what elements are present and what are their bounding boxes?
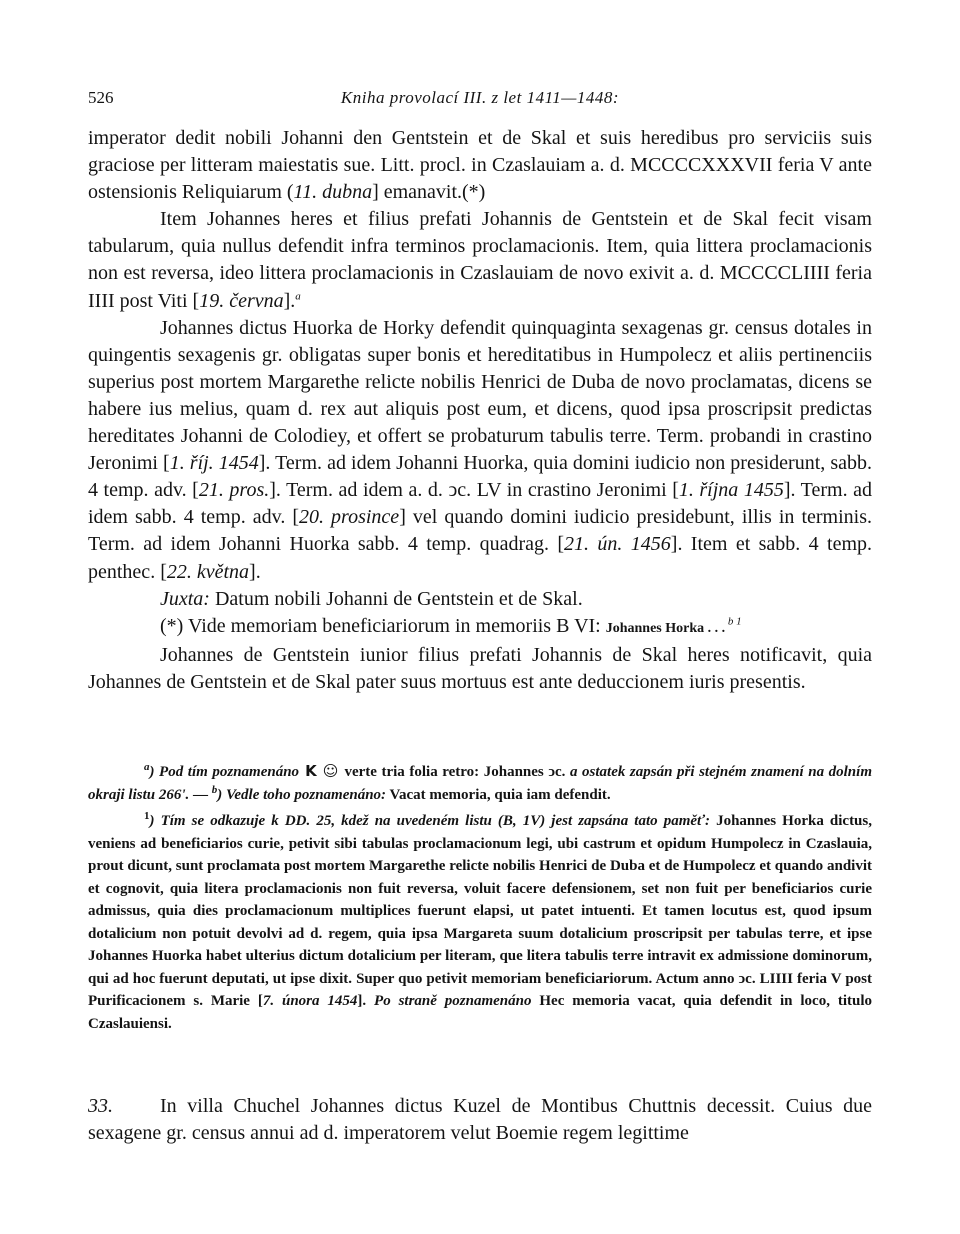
paragraph-vide-memoriam [88,613,872,642]
entry-33 [88,1093,872,1147]
paragraph-juxta [88,586,872,613]
italic-run: Po straně poznamenáno [374,993,532,1009]
date-note: 21. ún. 1456 [564,533,671,556]
date-note: 1. října 1455 [678,479,784,502]
footnote-1 [88,810,872,1035]
text-run: ]. Item et sabb. 4 temp. penthec. [ [88,533,873,583]
entry-33-text [88,1093,872,1147]
date-note: 19. června [199,289,284,312]
text-run: Johannes dictus Huorka de Horky defendit quinquaginta sexagenas gr. census dotales in quingentis sexagenis gr. obligatas super bonis et hereditatibus in Humpolecz et aliis pertinenciis superius post mortem Margarethe relicte nobilis Henrici de Duba de novo proclamatas, dicens se habere ius melius, quam d. rex aut aliquis post eum, et dicens, quod ipsa proscripsit predictas hereditates Johanni de Colodiey, et offert se probaturum tabulis terre. Term. probandi in crastino Jeronimi [ [88,316,872,475]
header-title: Kniha provolací III. z let 1411—1448: [340,88,620,107]
date-note: 20. prosince [299,506,400,529]
date-note: 22. května [166,560,250,583]
text-run: imperator dedit nobili Johanni den Gentstein et de Skal et suis heredibus pro serviciis suis graciose per litteram maiestatis sue. Litt. procl. in Czaslauiam a. d. MCCCCXXXVII feria V ante ostensionis Reliquiarum ( [88,127,872,204]
italic-run: ) Vedle toho poznamenáno: [217,786,387,803]
text-run: Johannes Horka dictus, veniens ad beneficiarios curie, petivit sibi tabulas proclamacionum legi, ubi castrum et opidum Humpolecz in Czaslauia, prout dicunt, sunt proclamata post mortem Margarethe relicte nobilis Henrici de Duba et de Humpolecz et quando andivit et cognovit, quia litera proclamacionis non fuit reversa, voluit facere defensionem, set non fuit per beneficiarios curie admissus, quia dies proclamacionum multiplices fuerunt elapsi, ut patet intuenti. Et tamen locutus est, quod ipsum dotalicium non potuit devolvi ad d. regem, quia ipsa Margareta suum dotalicium proscripsit per tabulas terre, et ipse Johannes Huorka habet ulterius dictum dotalicium per literam, que litera tabulis terre intravit ex admissione dominorum, qui ad hoc fuerunt deputati, ut ipse dixit. Super quo petivit memoriam beneficiariorum. Actum anno ↄc. LIIII feria V post Purificacionem s. Marie [ [88,813,872,1009]
paragraph-huorka-defense [88,315,872,586]
text-run: ]. [357,993,375,1009]
small-text: Johannes Horka . . . [605,620,726,636]
text-run: Vacat memoria, quia iam defendit. [386,786,611,803]
paragraph-visam-tabularum [88,206,872,314]
date-note: 7. února 1454 [262,993,358,1009]
italic-run: a ostatek zapsán při stejném znamení na dolním okraji listu 266'. [88,764,872,803]
text-run: Hec memoria vacat, quia defendit in loco, titulo Czaslauiensi. [88,993,873,1032]
text-run: ] vel quando domini iudicio presidebunt, illis in terminis. Term. ad idem Johanni Huorka sabb. 4 temp. quadrag. [ [88,506,872,556]
footnote-a [88,760,872,806]
juxta-label: Juxta: [160,587,210,610]
page-number: 526 [88,88,114,107]
paragraph-notification [88,642,872,696]
text-run: ] emanavit.(*) [372,181,486,204]
date-note: 1. říj. 1454 [169,452,259,475]
date-note: 21. pros. [198,479,270,502]
text-run: Johannes de Gentstein iunior filius prefati Johannis de Skal heres notificavit, quia Johannes de Gentstein et de Skal pater suus mortuus est ante deduccionem iuris presentis. [88,643,872,693]
footnotes [88,760,872,1039]
running-header [88,88,872,114]
text-run: (*) Vide memoriam beneficiariorum in memoriis B VI: [160,614,606,637]
text-run: ]. [283,289,296,312]
text-run: Item Johannes heres et filius prefati Johannis de Gentstein et de Skal fecit visam tabularum, quia nullus defendit infra terminos proclamacionis. Item, quia littera proclamacionis non est reversa, ideo littera proclamacionis in Czaslauiam de novo exivit a. d. MCCCCLIIII feria IIII post Viti [ [88,208,872,312]
text-run: verte tria folia retro: Johannes ↄc. [344,764,570,780]
italic-run: ) Tím se odkazuje k DD. 25, kdež na uvedeném listu (B, 1V) jest zapsána tato paměť: [149,813,710,829]
text-run: Datum nobili Johanni de Gentstein et de Skal. [209,587,583,610]
main-text [88,125,872,696]
footnote-marker: 1 [144,810,150,822]
text-run: In villa Chuchel Johannes dictus Kuzel de Montibus Chuttnis decessit. Cuius due sexagene gr. census annui ad d. imperatorem velut Boemie regem legittime [88,1095,872,1144]
text-run: ]. Term. ad idem sabb. 4 temp. adv. [ [88,479,873,529]
text-run: ]. Term. ad idem Johanni Huorka, quia domini iudicio non presiderunt, sabb. 4 temp. adv. [ [88,452,872,502]
text-run: — [189,786,212,803]
entry-number: 33. [88,1095,113,1117]
text-run: ]. Term. ad idem a. d. ↄc. LV in crastino Jeronimi [ [269,479,679,502]
date-note: 11. dubna [293,181,373,204]
footnote-marker: b 1 [725,615,742,628]
footnote-marker: a [295,289,301,302]
footnote-marker: a [144,761,150,773]
footnote-marker: b [211,783,218,796]
k-smiley-mark-icon: K ☺ [299,762,345,780]
italic-run: ) Pod tím poznamenáno [149,764,300,780]
text-run: ]. [249,560,261,583]
paragraph-gentstein-privilege [88,125,872,206]
